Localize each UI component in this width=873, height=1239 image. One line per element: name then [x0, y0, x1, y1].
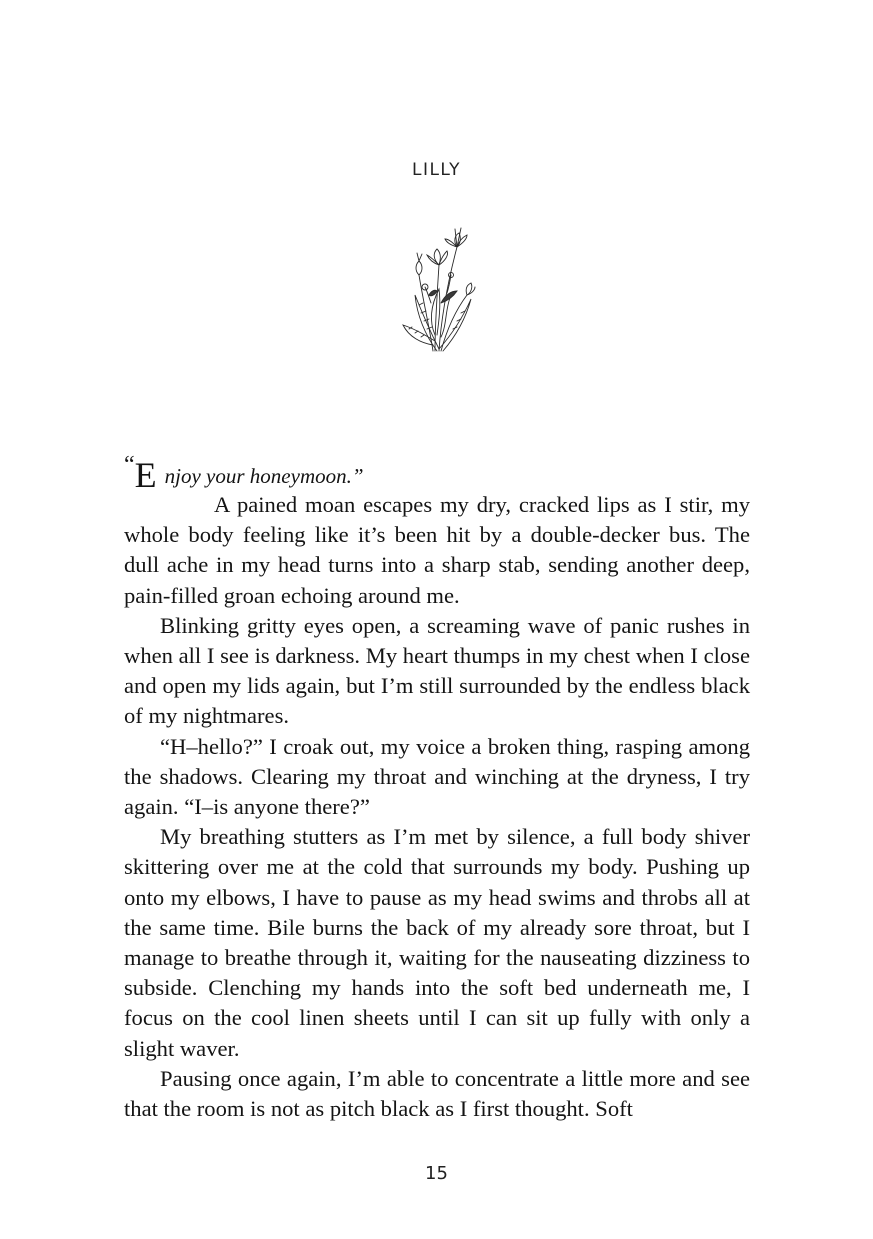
chapter-body: [124, 452, 750, 1124]
opening-italic-text: njoy your honeymoon.”: [164, 464, 364, 488]
chapter-title: LILLY: [411, 160, 462, 180]
lily-flower-illustration-icon: [395, 225, 477, 353]
drop-cap-letter: E: [134, 455, 157, 495]
body-paragraph: “H–hello?” I croak out, my voice a broken thing, rasping among the shadows. Clearing my throat and winching at the dryness, I try again. “I–is anyone there?”: [124, 733, 750, 820]
body-paragraph: A pained moan escapes my dry, cracked lips as I stir, my whole body feeling like it’s been hit by a double-decker bus. The dull ache in my head turns into a sharp stab, sending another deep, pain-filled groan echoing around me.: [124, 492, 750, 608]
page-number: 15: [425, 1163, 448, 1184]
body-paragraph: My breathing stutters as I’m met by silence, a full body shiver skittering over me at the cold that surrounds my body. Pushing up onto my elbows, I have to pause as my head swims and throbs all at the same time. Bile burns the back of my already sore throat, but I manage to breathe through it, waiting for the nauseating dizziness to subside. Clenching my hands into the soft bed underneath me, I focus on the cool linen sheets until I can sit up fully with only a slight waver.: [124, 824, 750, 1061]
opening-line: [124, 452, 750, 495]
body-paragraph: Blinking gritty eyes open, a screaming wave of panic rushes in when all I see is darkness. My heart thumps in my chest when I close and open my lids again, but I’m still surrounded by the endless black of my nightmares.: [124, 612, 750, 729]
body-paragraph: Pausing once again, I’m able to concentrate a little more and see that the room is not as pitch black as I first thought. Soft: [124, 1065, 750, 1122]
opening-quote-mark: “: [124, 452, 135, 478]
